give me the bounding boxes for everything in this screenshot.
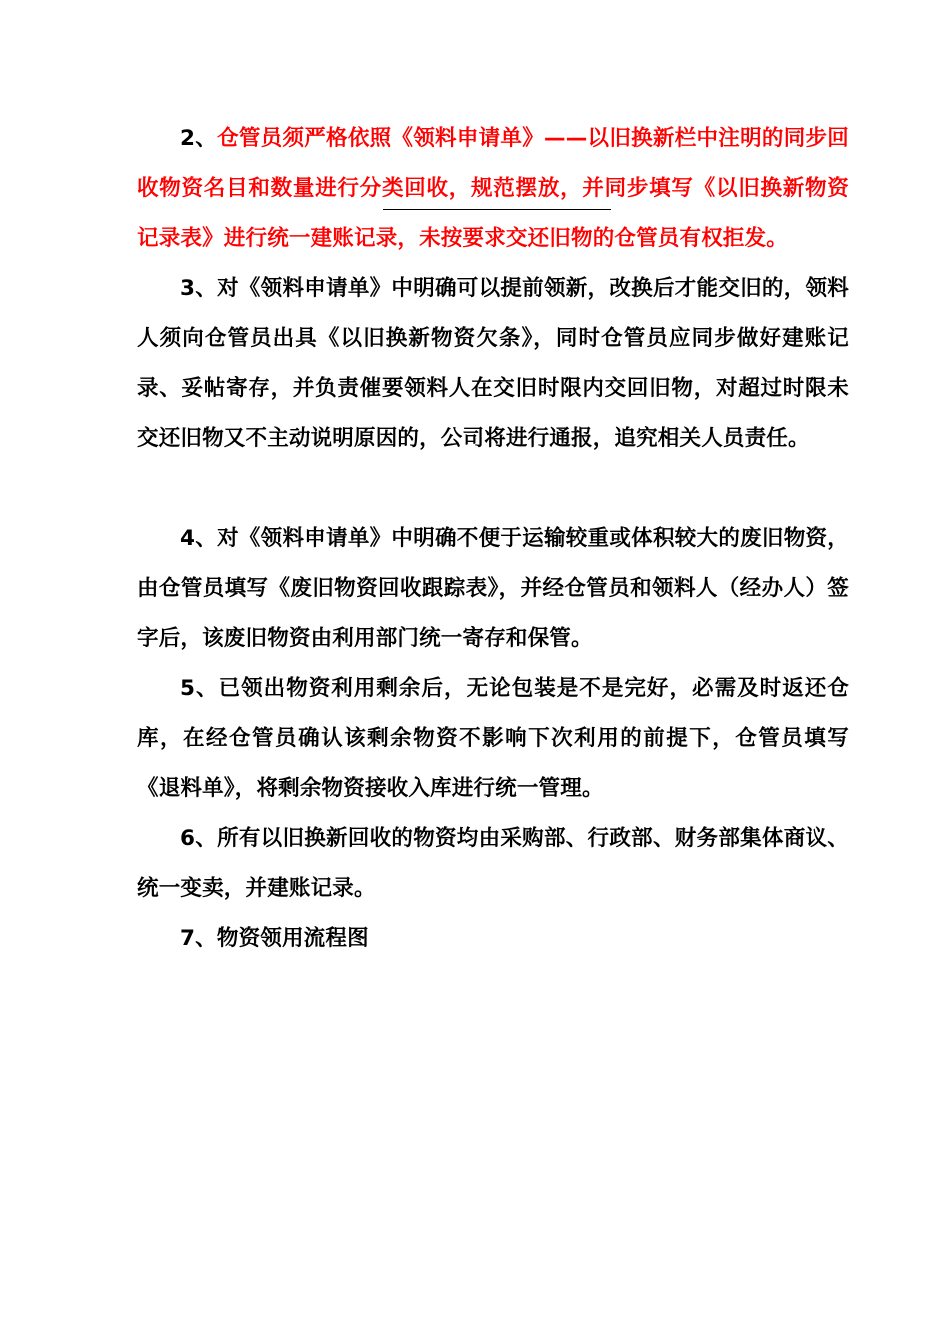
paragraph-5-number: 5、 (180, 676, 219, 701)
paragraph-6-number: 6、 (180, 826, 218, 851)
paragraph-4 (137, 514, 849, 664)
paragraph-6-text: 所有以旧换新回收的物资均由采购部、行政部、财务部集体商议、统一变卖，并建账记录。 (137, 826, 849, 901)
paragraph-3-text: 对《领料申请单》中明确可以提前领新，改换后才能交旧的，领料人须向仓管员出具《以旧换新物资欠条》，同时仓管员应同步做好建账记录、妥帖寄存，并负责催要领料人在交旧时限内交回旧物，对超过时限未交还旧物又不主动说明原因的，公司将进行通报，追究相关人员责任。 (137, 276, 849, 451)
paragraph-5-text: 已领出物资利用剩余后，无论包装是不是完好，必需及时返还仓库，在经仓管员确认该剩余物资不影响下次利用的前提下，仓管员填写《退料单》，将剩余物资接收入库进行统一管理。 (137, 676, 849, 801)
paragraph-6 (137, 814, 849, 914)
paragraph-5 (137, 664, 849, 814)
paragraph-7-number: 7、 (180, 926, 217, 951)
paragraph-3-number: 3、 (180, 276, 218, 301)
underline-mark (383, 209, 611, 210)
paragraph-3 (137, 264, 849, 464)
paragraph-2-number: 2、 (180, 126, 218, 151)
paragraph-2-text: 仓管员须严格依照《领料申请单》——以旧换新栏中注明的同步回收物资名目和数量进行分类回收，规范摆放，并同步填写《以旧换新物资记录表》进行统一建账记录，未按要求交还旧物的仓管员有权拒发。 (137, 126, 849, 251)
paragraph-2 (137, 114, 849, 264)
paragraph-4-text: 对《领料申请单》中明确不便于运输较重或体积较大的废旧物资，由仓管员填写《废旧物资回收跟踪表》，并经仓管员和领料人（经办人）签字后，该废旧物资由利用部门统一寄存和保管。 (137, 526, 849, 651)
paragraph-7 (137, 914, 849, 964)
paragraph-4-number: 4、 (180, 526, 218, 551)
paragraph-7-text: 物资领用流程图 (216, 926, 369, 951)
